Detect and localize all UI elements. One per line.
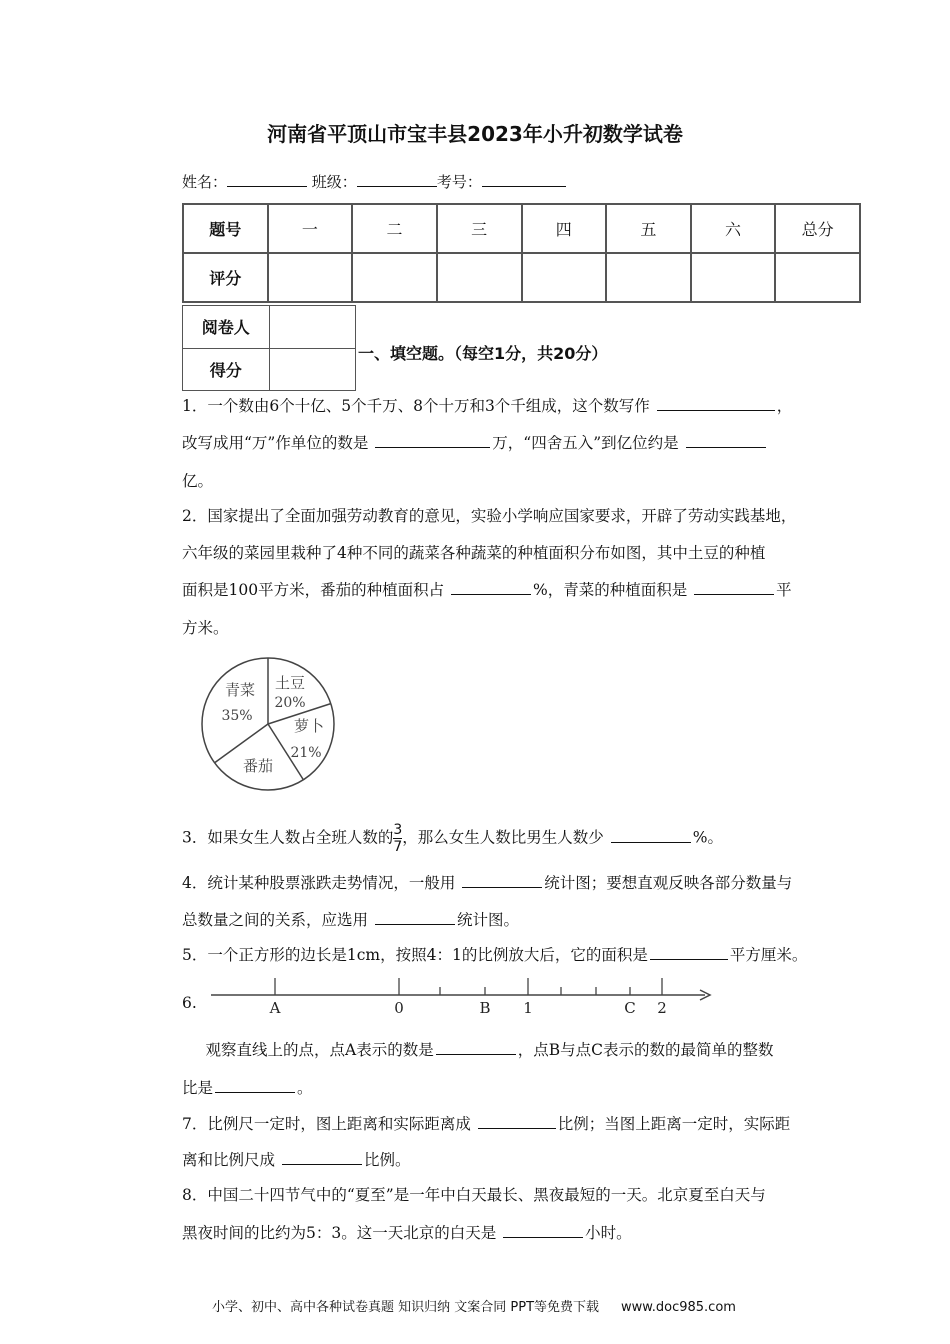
question-text: ， <box>776 397 793 415</box>
question-text: ，点B与点C表示的数的最简单的整数 <box>517 1041 774 1059</box>
question-text: 六年级的菜园里栽种了4种不同的蔬菜各种蔬菜的种植面积分布如图，其中土豆的种植 <box>182 544 766 562</box>
fraction: $\frac{3}{7}$ <box>393 822 403 855</box>
question-text: 7．比例尺一定时，图上距离和实际距离成 <box>182 1115 476 1133</box>
pie-slice-pct: 35% <box>221 708 253 724</box>
class-label: 班级： <box>311 173 357 191</box>
question-text: 平 <box>776 581 792 599</box>
header-cell: 三 <box>437 204 522 253</box>
tick-label: C <box>624 999 636 1017</box>
header-cell: 四 <box>522 204 607 253</box>
tick-label: 1 <box>523 999 533 1017</box>
question-text: 平方厘米。 <box>729 946 808 964</box>
header-cell: 二 <box>352 204 437 253</box>
reviewer-label: 阅卷人 <box>183 306 270 349</box>
question-text: 4．统计某种股票涨跌走势情况，一般用 <box>182 874 461 892</box>
question-text: 3．如果女生人数占全班人数的 <box>182 828 394 847</box>
question-text: 统计图。 <box>456 911 519 929</box>
footer-text: 小学、初中、高中各种试卷真题 知识归纳 文案合同 PPT等免费下载 <box>212 1300 600 1315</box>
footer <box>212 1296 736 1315</box>
question-text: 1．一个数由6个十亿、5个千万、8个十万和3个千组成，这个数写作 <box>182 397 655 415</box>
question-text: 观察直线上的点，点A表示的数是 <box>190 1041 434 1059</box>
header-cell: 题号 <box>183 204 268 253</box>
question-text: 统计图；要想直观反映各部分数量与 <box>544 874 793 892</box>
score-row-label: 评分 <box>183 253 268 302</box>
question-text: 比例；当图上距离一定时，实际距 <box>557 1115 791 1133</box>
question-text: 。 <box>297 1079 313 1097</box>
question-text: 亿。 <box>182 472 214 490</box>
question-text: %。 <box>692 828 723 847</box>
question-text: %，青菜的种植面积是 <box>533 581 693 599</box>
question-text: ，那么女生人数比男生人数少 <box>402 828 609 847</box>
question-text: 6. <box>182 994 197 1012</box>
question-text: 比例。 <box>363 1151 411 1169</box>
tick-label: B <box>479 999 491 1017</box>
question-text: 方米。 <box>182 619 229 637</box>
pie-slice-pct: 21% <box>290 745 322 761</box>
tick-label: 0 <box>394 999 404 1017</box>
pie-slice-pct: 20% <box>274 695 306 711</box>
id-label: 考号： <box>436 173 482 191</box>
header-cell: 一 <box>268 204 353 253</box>
question-text: 总数量之间的关系，应选用 <box>182 911 373 929</box>
name-label: 姓名： <box>182 173 228 191</box>
header-cell: 总分 <box>775 204 860 253</box>
tick-label: A <box>269 999 281 1017</box>
question-text: 2．国家提出了全面加强劳动教育的意见，实验小学响应国家要求，开辟了劳动实践基地， <box>182 507 797 525</box>
exam-title: 河南省平顶山市宝丰县2023年小升初数学试卷 <box>267 122 683 146</box>
question-text: 黑夜时间的比约为5：3。这一天北京的白天是 <box>182 1224 502 1242</box>
header-cell: 五 <box>606 204 691 253</box>
question-text: 万，“四舍五入”到亿位约是 <box>492 434 684 452</box>
footer-url[interactable]: www.doc985.com <box>621 1300 736 1315</box>
header-cell: 六 <box>691 204 776 253</box>
pie-slice-name: 萝卜 <box>293 717 325 735</box>
tick-label: 2 <box>657 999 667 1017</box>
pie-slice-name: 青菜 <box>224 681 256 699</box>
score-label: 得分 <box>183 348 270 391</box>
question-text: 面积是100平方米，番茄的种植面积占 <box>182 581 450 599</box>
question-text: 8．中国二十四节气中的“夏至”是一年中白天最长、黑夜最短的一天。北京夏至白天与 <box>182 1186 766 1204</box>
pie-slice-name: 土豆 <box>274 674 306 692</box>
question-text: 5．一个正方形的边长是1cm，按照4：1的比例放大后，它的面积是 <box>182 946 648 964</box>
section-title: 一、填空题。（每空1分，共20分） <box>358 344 608 363</box>
pie-slice-name: 番茄 <box>242 757 274 775</box>
question-text: 改写成用“万”作单位的数是 <box>182 434 374 452</box>
question-text: 比是 <box>182 1079 214 1097</box>
question-text: 小时。 <box>585 1224 632 1242</box>
question-text: 离和比例尺成 <box>182 1151 280 1169</box>
